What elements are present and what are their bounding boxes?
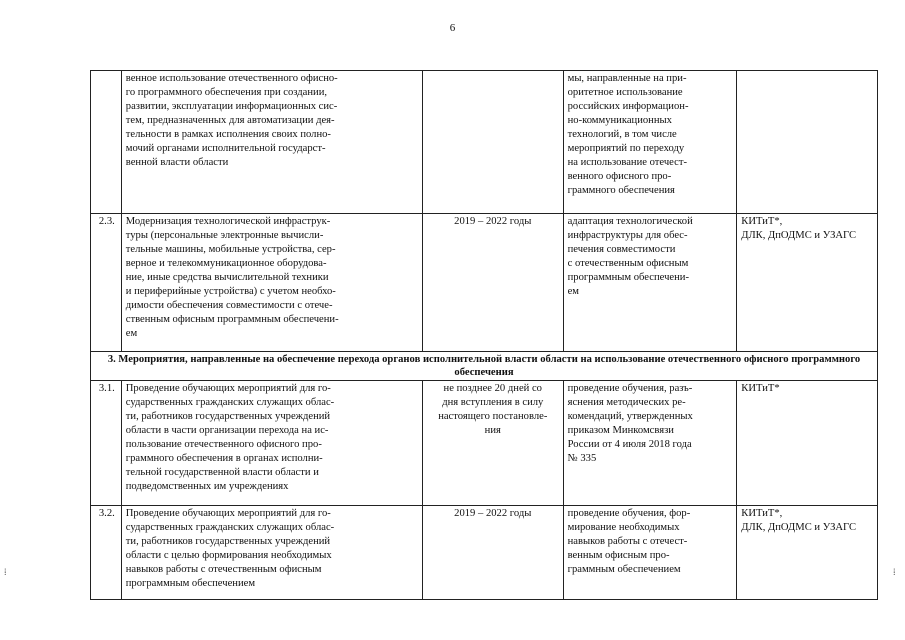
measure-name: венное использование отечественного офисно- го программного обеспечения при создании, развитии, эксплуатации информационных сис- тем, предназначенных для автоматизации дея- тельности в рамках исполнения своих полно- мочий органами исполнительной государст- венной власти области [121,71,422,214]
table-row [91,71,878,214]
measure-term: не позднее 20 дней со дня вступления в силу настоящего постановле- ния [422,381,563,506]
measure-executor [737,71,878,214]
measure-executor: КИТиТ* [737,381,878,506]
measure-result: проведение обучения, фор- мирование необходимых навыков работы с отечест- венным офисным про- граммным обеспечением [563,506,737,600]
measure-result: адаптация технологической инфраструктуры для обес- печения совместимости с отечественным офисным программным обеспечени- ем [563,214,737,352]
measure-term [422,71,563,214]
table-row [91,214,878,352]
section-heading-row [91,352,878,381]
measure-name: Проведение обучающих мероприятий для го- сударственных гражданских служащих облас- ти, работников государственных учреждений области с целью формирования необходимых навыков работы с отечественным офисным программным обеспечением [121,506,422,600]
row-number: 2.3. [91,214,122,352]
measure-name: Проведение обучающих мероприятий для го- сударственных гражданских служащих облас- ти, работников государственных учреждений области в части организации перехода на ис- пользование отечественного офисного про- граммного обеспечения в органах исполни- тельной государственной власти области и подведомственных им учреждениях [121,381,422,506]
measure-result: проведение обучения, разъ- яснения методических ре- комендаций, утвержденных приказом Минкомсвязи России от 4 июля 2018 года № 335 [563,381,737,506]
row-number: 3.1. [91,381,122,506]
measure-executor: КИТиТ*, ДЛК, ДпОДМС и УЗАГС [737,214,878,352]
measure-name: Модернизация технологической инфраструк- туры (персональные электронные вычисли- тельные машины, мобильные устройства, сер- верное и телекоммуникационное оборудова- ние, иные средства вычислительной техники и периферийные устройства) с учетом необхо- димости обеспечения совместимости с отече- ственным офисным программным обеспечени- ем [121,214,422,352]
measure-result: мы, направленные на при- оритетное использование российских информацион- но-коммуникационных технологий, в том числе мероприятий по переходу на использование отечест- венного офисного про- граммного обеспечения [563,71,737,214]
right-margin-mark: ⁞ [893,567,896,577]
table-row [91,381,878,506]
row-number: 3.2. [91,506,122,600]
row-number [91,71,122,214]
left-margin-mark: ⁞ [4,567,7,577]
page-number: 6 [449,22,456,34]
measure-term: 2019 – 2022 годы [422,214,563,352]
table-row [91,506,878,600]
measures-table [90,70,878,600]
section-heading: 3. Мероприятия, направленные на обеспечение перехода органов исполнительной власти области на использование отечественного офисного программного обеспечения [91,352,878,381]
measure-term: 2019 – 2022 годы [422,506,563,600]
measure-executor: КИТиТ*, ДЛК, ДпОДМС и УЗАГС [737,506,878,600]
